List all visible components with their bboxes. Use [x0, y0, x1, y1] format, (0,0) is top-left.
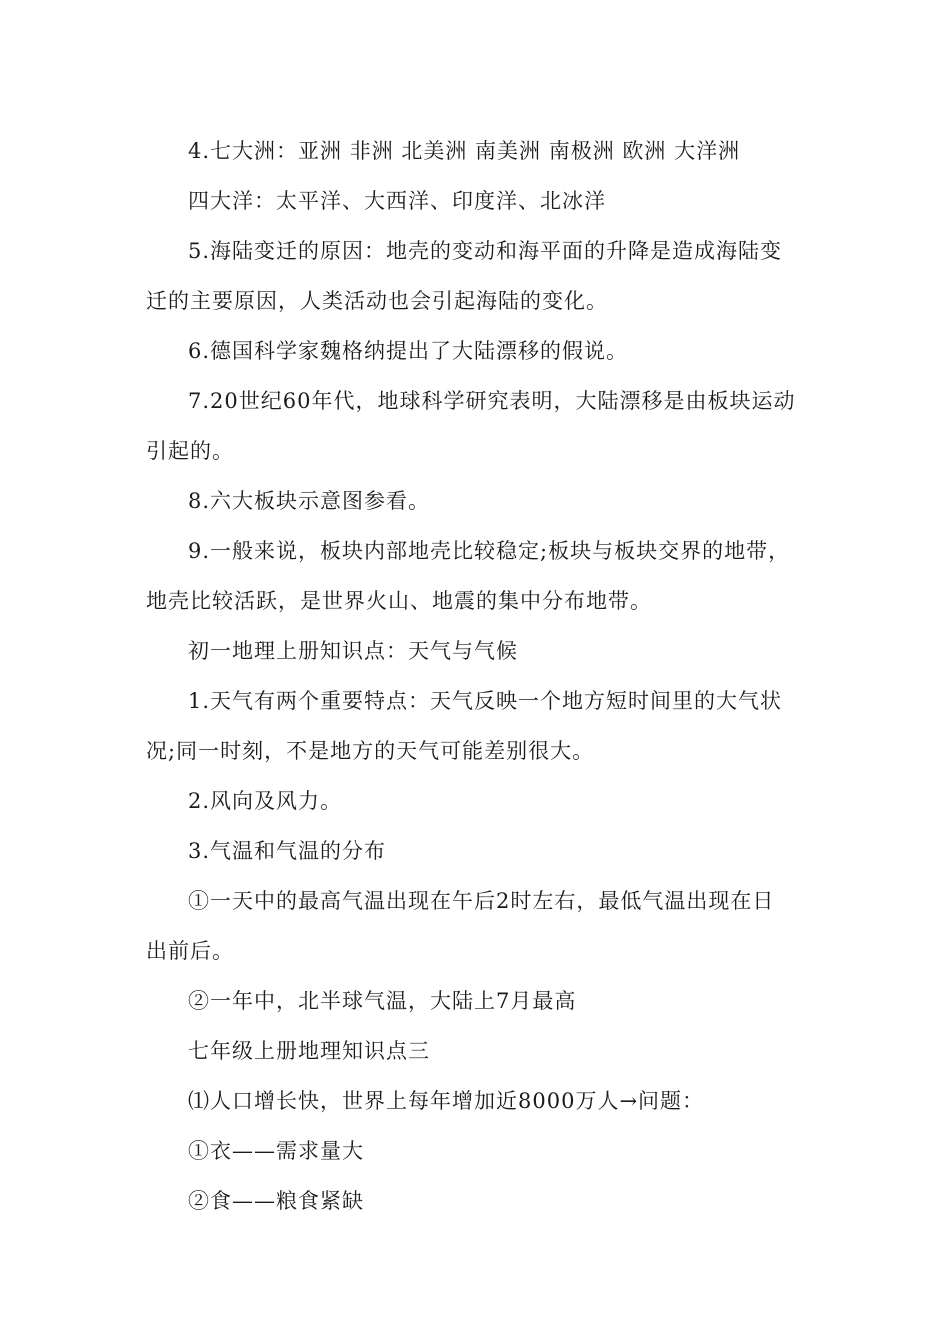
text-line-wegener: 6.德国科学家魏格纳提出了大陆漂移的假说。 [188, 339, 629, 363]
text-line-wind: 2.风向及风力。 [188, 789, 343, 813]
text-line-population: ⑴人口增长快，世界上每年增加近8000万人→问题： [188, 1089, 705, 1113]
section-heading-part-three: 七年级上册地理知识点三 [188, 1039, 430, 1063]
text-line-temperature: 3.气温和气温的分布 [188, 839, 387, 863]
text-line-six-plates: 8.六大板块示意图参看。 [188, 489, 431, 513]
text-line-continents: 4.七大洲：亚洲 非洲 北美洲 南美洲 南极洲 欧洲 大洋洲 [188, 139, 741, 163]
text-line-yearly-temp: ②一年中，北半球气温，大陆上7月最高 [188, 989, 577, 1013]
text-line-plate-theory-2: 引起的。 [146, 439, 234, 463]
text-line-oceans: 四大洋：太平洋、大西洋、印度洋、北冰洋 [188, 189, 606, 213]
text-line-land-sea-change-1: 5.海陆变迁的原因：地壳的变动和海平面的升降是造成海陆变 [188, 239, 783, 263]
text-line-daily-temp-1: ①一天中的最高气温出现在午后2时左右，最低气温出现在日 [188, 889, 775, 913]
text-line-weather-features-2: 况;同一时刻，不是地方的天气可能差别很大。 [146, 739, 595, 763]
text-line-plate-boundary-2: 地壳比较活跃，是世界火山、地震的集中分布地带。 [146, 589, 652, 613]
text-line-weather-features-1: 1.天气有两个重要特点：天气反映一个地方短时间里的大气状 [188, 689, 783, 713]
section-heading-weather-climate: 初一地理上册知识点：天气与气候 [188, 639, 518, 663]
text-line-plate-boundary-1: 9.一般来说，板块内部地壳比较稳定;板块与板块交界的地带， [188, 539, 791, 563]
text-line-plate-theory-1: 7.20世纪60年代，地球科学研究表明，大陆漂移是由板块运动 [188, 389, 796, 413]
text-line-clothing: ①衣——需求量大 [188, 1139, 364, 1163]
text-line-food: ②食——粮食紧缺 [188, 1189, 364, 1213]
text-line-daily-temp-2: 出前后。 [146, 939, 234, 963]
text-line-land-sea-change-2: 迁的主要原因，人类活动也会引起海陆的变化。 [146, 289, 608, 313]
